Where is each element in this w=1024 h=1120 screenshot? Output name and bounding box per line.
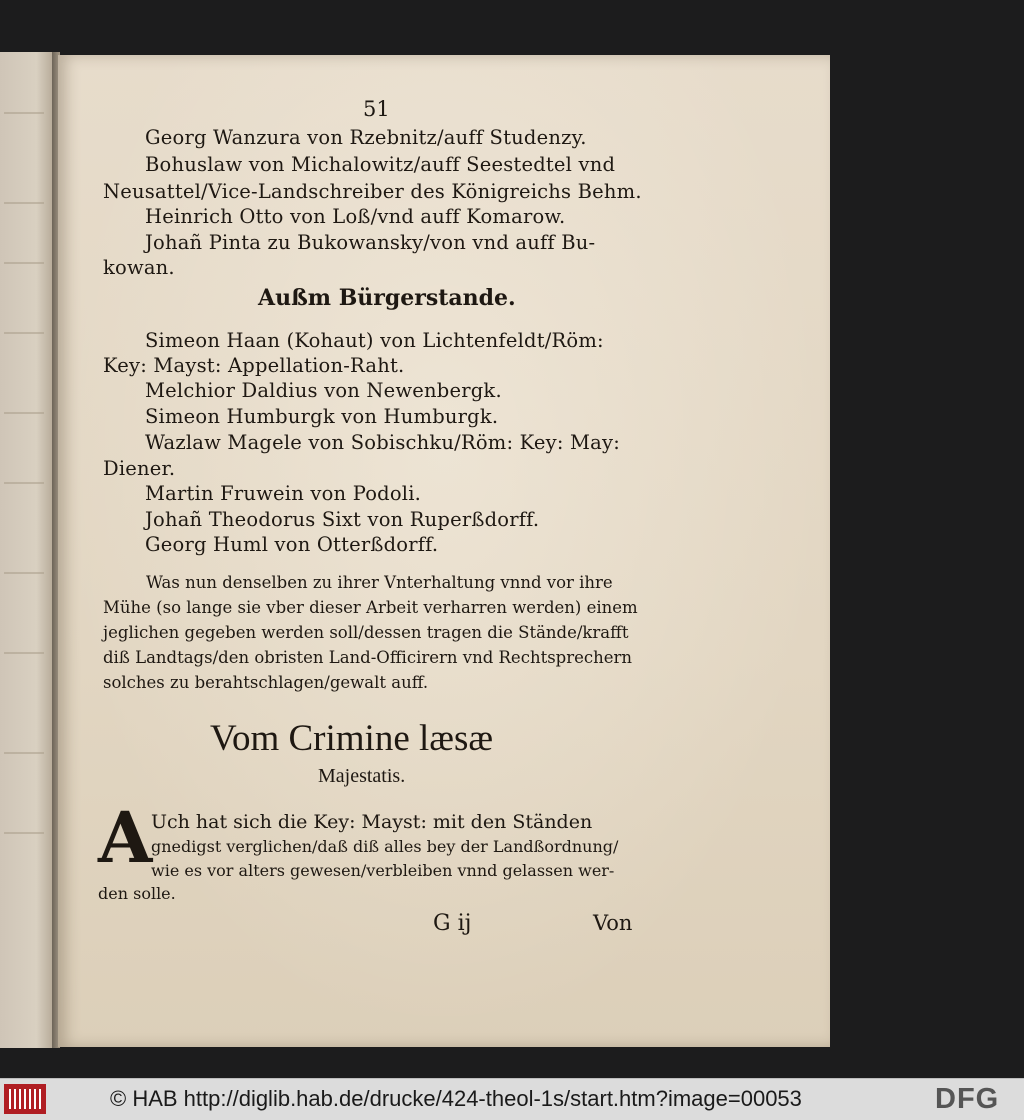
name-line: Martin Fruwein von Podoli. bbox=[145, 482, 422, 505]
section-subtitle: Majestatis. bbox=[318, 765, 406, 787]
page-number: 51 bbox=[363, 97, 390, 121]
paragraph-line: Was nun denselben zu ihrer Vnterhaltung vnnd vor ihre bbox=[146, 573, 613, 592]
footer-bar bbox=[0, 1078, 1024, 1120]
text-line: Neusattel/Vice-Landschreiber des Königreichs Behm. bbox=[103, 180, 642, 203]
text-line: kowan. bbox=[103, 256, 175, 279]
paragraph-line: jeglichen gegeben werden soll/dessen tragen die Stände/krafft bbox=[103, 623, 629, 642]
section-heading: Außm Bürgerstande. bbox=[258, 285, 516, 311]
name-line: Key: Mayst: Appellation-Raht. bbox=[103, 354, 405, 377]
name-line: Melchior Daldius von Newenbergk. bbox=[145, 379, 502, 402]
body-line: Uch hat sich die Key: Mayst: mit den Ständen bbox=[151, 811, 593, 833]
paragraph-line: diß Landtags/den obristen Land-Officirern vnd Rechtsprechern bbox=[103, 648, 633, 667]
section-title: Vom Crimine læsæ bbox=[210, 718, 494, 759]
body-line: den solle. bbox=[98, 884, 176, 903]
name-line: Diener. bbox=[103, 457, 176, 480]
copyright-link[interactable]: © HAB http://diglib.hab.de/drucke/424-theol-1s/start.htm?image=00053 bbox=[110, 1086, 802, 1111]
name-line: Wazlaw Magele von Sobischku/Röm: Key: May: bbox=[145, 431, 620, 454]
body-line: wie es vor alters gewesen/verbleiben vnnd gelassen wer- bbox=[151, 861, 615, 880]
dfg-logo: DFG bbox=[935, 1083, 1000, 1115]
name-line: Simeon Haan (Kohaut) von Lichtenfeldt/Röm: bbox=[145, 329, 604, 352]
body-line: gnedigst verglichen/daß diß alles bey der Landßordnung/ bbox=[151, 837, 619, 856]
book-page bbox=[58, 55, 830, 1047]
drop-initial: A bbox=[98, 796, 153, 879]
catchword: Von bbox=[593, 911, 633, 935]
text-line: Johañ Pinta zu Bukowansky/von vnd auff Bu- bbox=[145, 231, 596, 254]
text-line: Heinrich Otto von Loß/vnd auff Komarow. bbox=[145, 205, 566, 228]
hab-logo-icon bbox=[4, 1084, 46, 1114]
text-line: Georg Wanzura von Rzebnitz/auff Studenzy. bbox=[145, 126, 587, 149]
paragraph-line: solches zu berahtschlagen/gewalt auff. bbox=[103, 673, 429, 692]
facing-page-edge bbox=[0, 52, 52, 1048]
text-line: Bohuslaw von Michalowitz/auff Seestedtel vnd bbox=[145, 153, 616, 176]
paragraph-line: Mühe (so lange sie vber dieser Arbeit verharren werden) einem bbox=[103, 598, 638, 617]
name-line: Georg Huml von Otterßdorff. bbox=[145, 533, 439, 556]
name-line: Johañ Theodorus Sixt von Ruperßdorff. bbox=[145, 508, 540, 531]
name-line: Simeon Humburgk von Humburgk. bbox=[145, 405, 499, 428]
signature-mark: G ij bbox=[433, 911, 472, 936]
